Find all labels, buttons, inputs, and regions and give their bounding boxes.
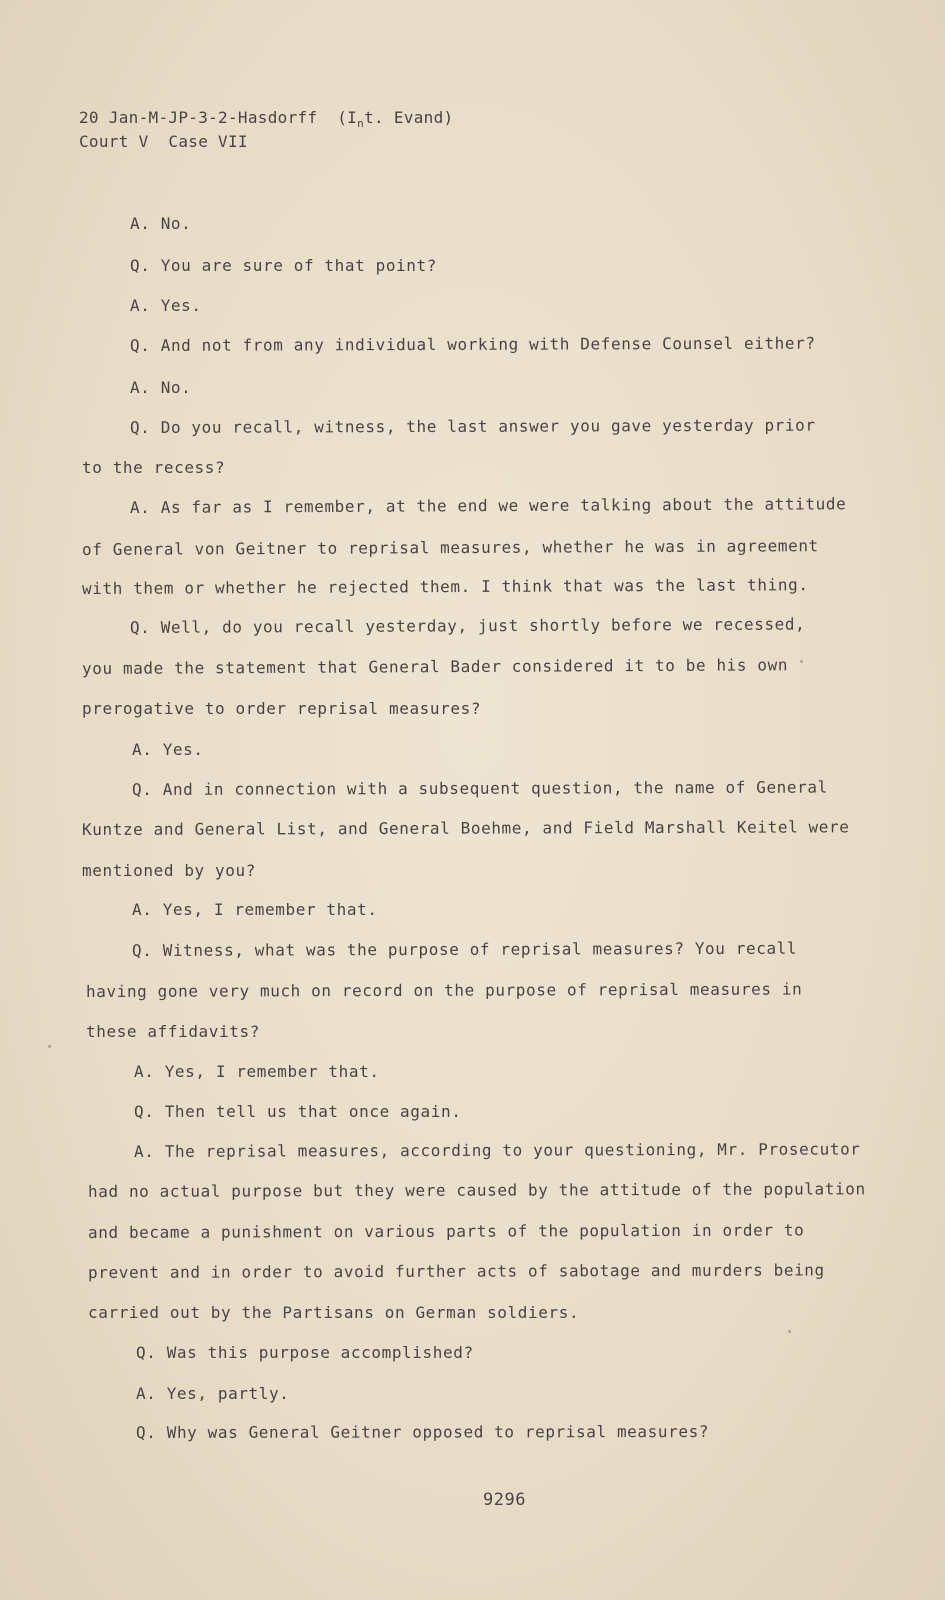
text-line: A. No. <box>130 214 192 233</box>
text-line: Kuntze and General List, and General Boehme, and Field Marshall Keitel were <box>81 817 850 839</box>
text-line: A. No. <box>130 378 192 397</box>
text-line: Q. Do you recall, witness, the last answer you gave yesterday prior <box>129 415 816 437</box>
text-line: Q. You are sure of that point? <box>130 256 437 275</box>
text-line: Q. And not from any individual working with Defense Counsel either? <box>129 333 816 355</box>
text-line: Q. Was this purpose accomplished? <box>136 1343 474 1362</box>
paper-speck <box>788 1330 791 1333</box>
text-line: and became a punishment on various parts of the population in order to <box>87 1220 805 1242</box>
text-line: Q. Then tell us that once again. <box>134 1102 462 1121</box>
text-line: A. Yes. <box>130 296 202 315</box>
text-line: Q. Why was General Geitner opposed to reprisal measures? <box>135 1421 710 1442</box>
text-line: mentioned by you? <box>82 861 256 880</box>
text-line: A. Yes, partly. <box>136 1384 290 1403</box>
text-line: A. Yes, I remember that. <box>134 1062 380 1081</box>
text-line: prerogative to order reprisal measures? <box>82 699 482 718</box>
text-line: A. The reprisal measures, according to your questioning, Mr. Prosecutor <box>133 1139 861 1161</box>
header-line-2: Court V Case VII <box>79 132 248 151</box>
text-line: these affidavits? <box>86 1022 260 1041</box>
text-line: A. Yes. <box>132 740 204 759</box>
text-line: Q. And in connection with a subsequent question, the name of General <box>131 777 828 799</box>
text-line: Q. Witness, what was the purpose of reprisal measures? You recall <box>131 938 798 960</box>
page-number: 9296 <box>483 1490 526 1510</box>
text-line: of General von Geitner to reprisal measures, whether he was in agreement <box>81 536 819 559</box>
text-line: had no actual purpose but they were caused by the attitude of the population <box>87 1179 866 1201</box>
text-line: to the recess? <box>82 458 226 477</box>
paper-speck <box>800 660 803 663</box>
paper-speck <box>48 1045 51 1048</box>
text-line: carried out by the Partisans on German soldiers. <box>88 1303 580 1322</box>
text-line: you made the statement that General Bader considered it to be his own <box>81 655 789 678</box>
text-line: prevent and in order to avoid further acts of sabotage and murders being <box>87 1260 825 1282</box>
text-line: A. As far as I remember, at the end we were talking about the attitude <box>129 494 847 517</box>
text-line: with them or whether he rejected them. I think that was the last thing. <box>81 575 809 598</box>
header-line-1: 20 Jan-M-JP-3-2-Hasdorff ($I_nt$. Evand) <box>79 108 454 131</box>
text-line: having gone very much on record on the purpose of reprisal measures in <box>85 979 803 1001</box>
text-line: Q. Well, do you recall yesterday, just shortly before we recessed, <box>129 614 806 637</box>
text-line: A. Yes, I remember that. <box>132 900 378 919</box>
